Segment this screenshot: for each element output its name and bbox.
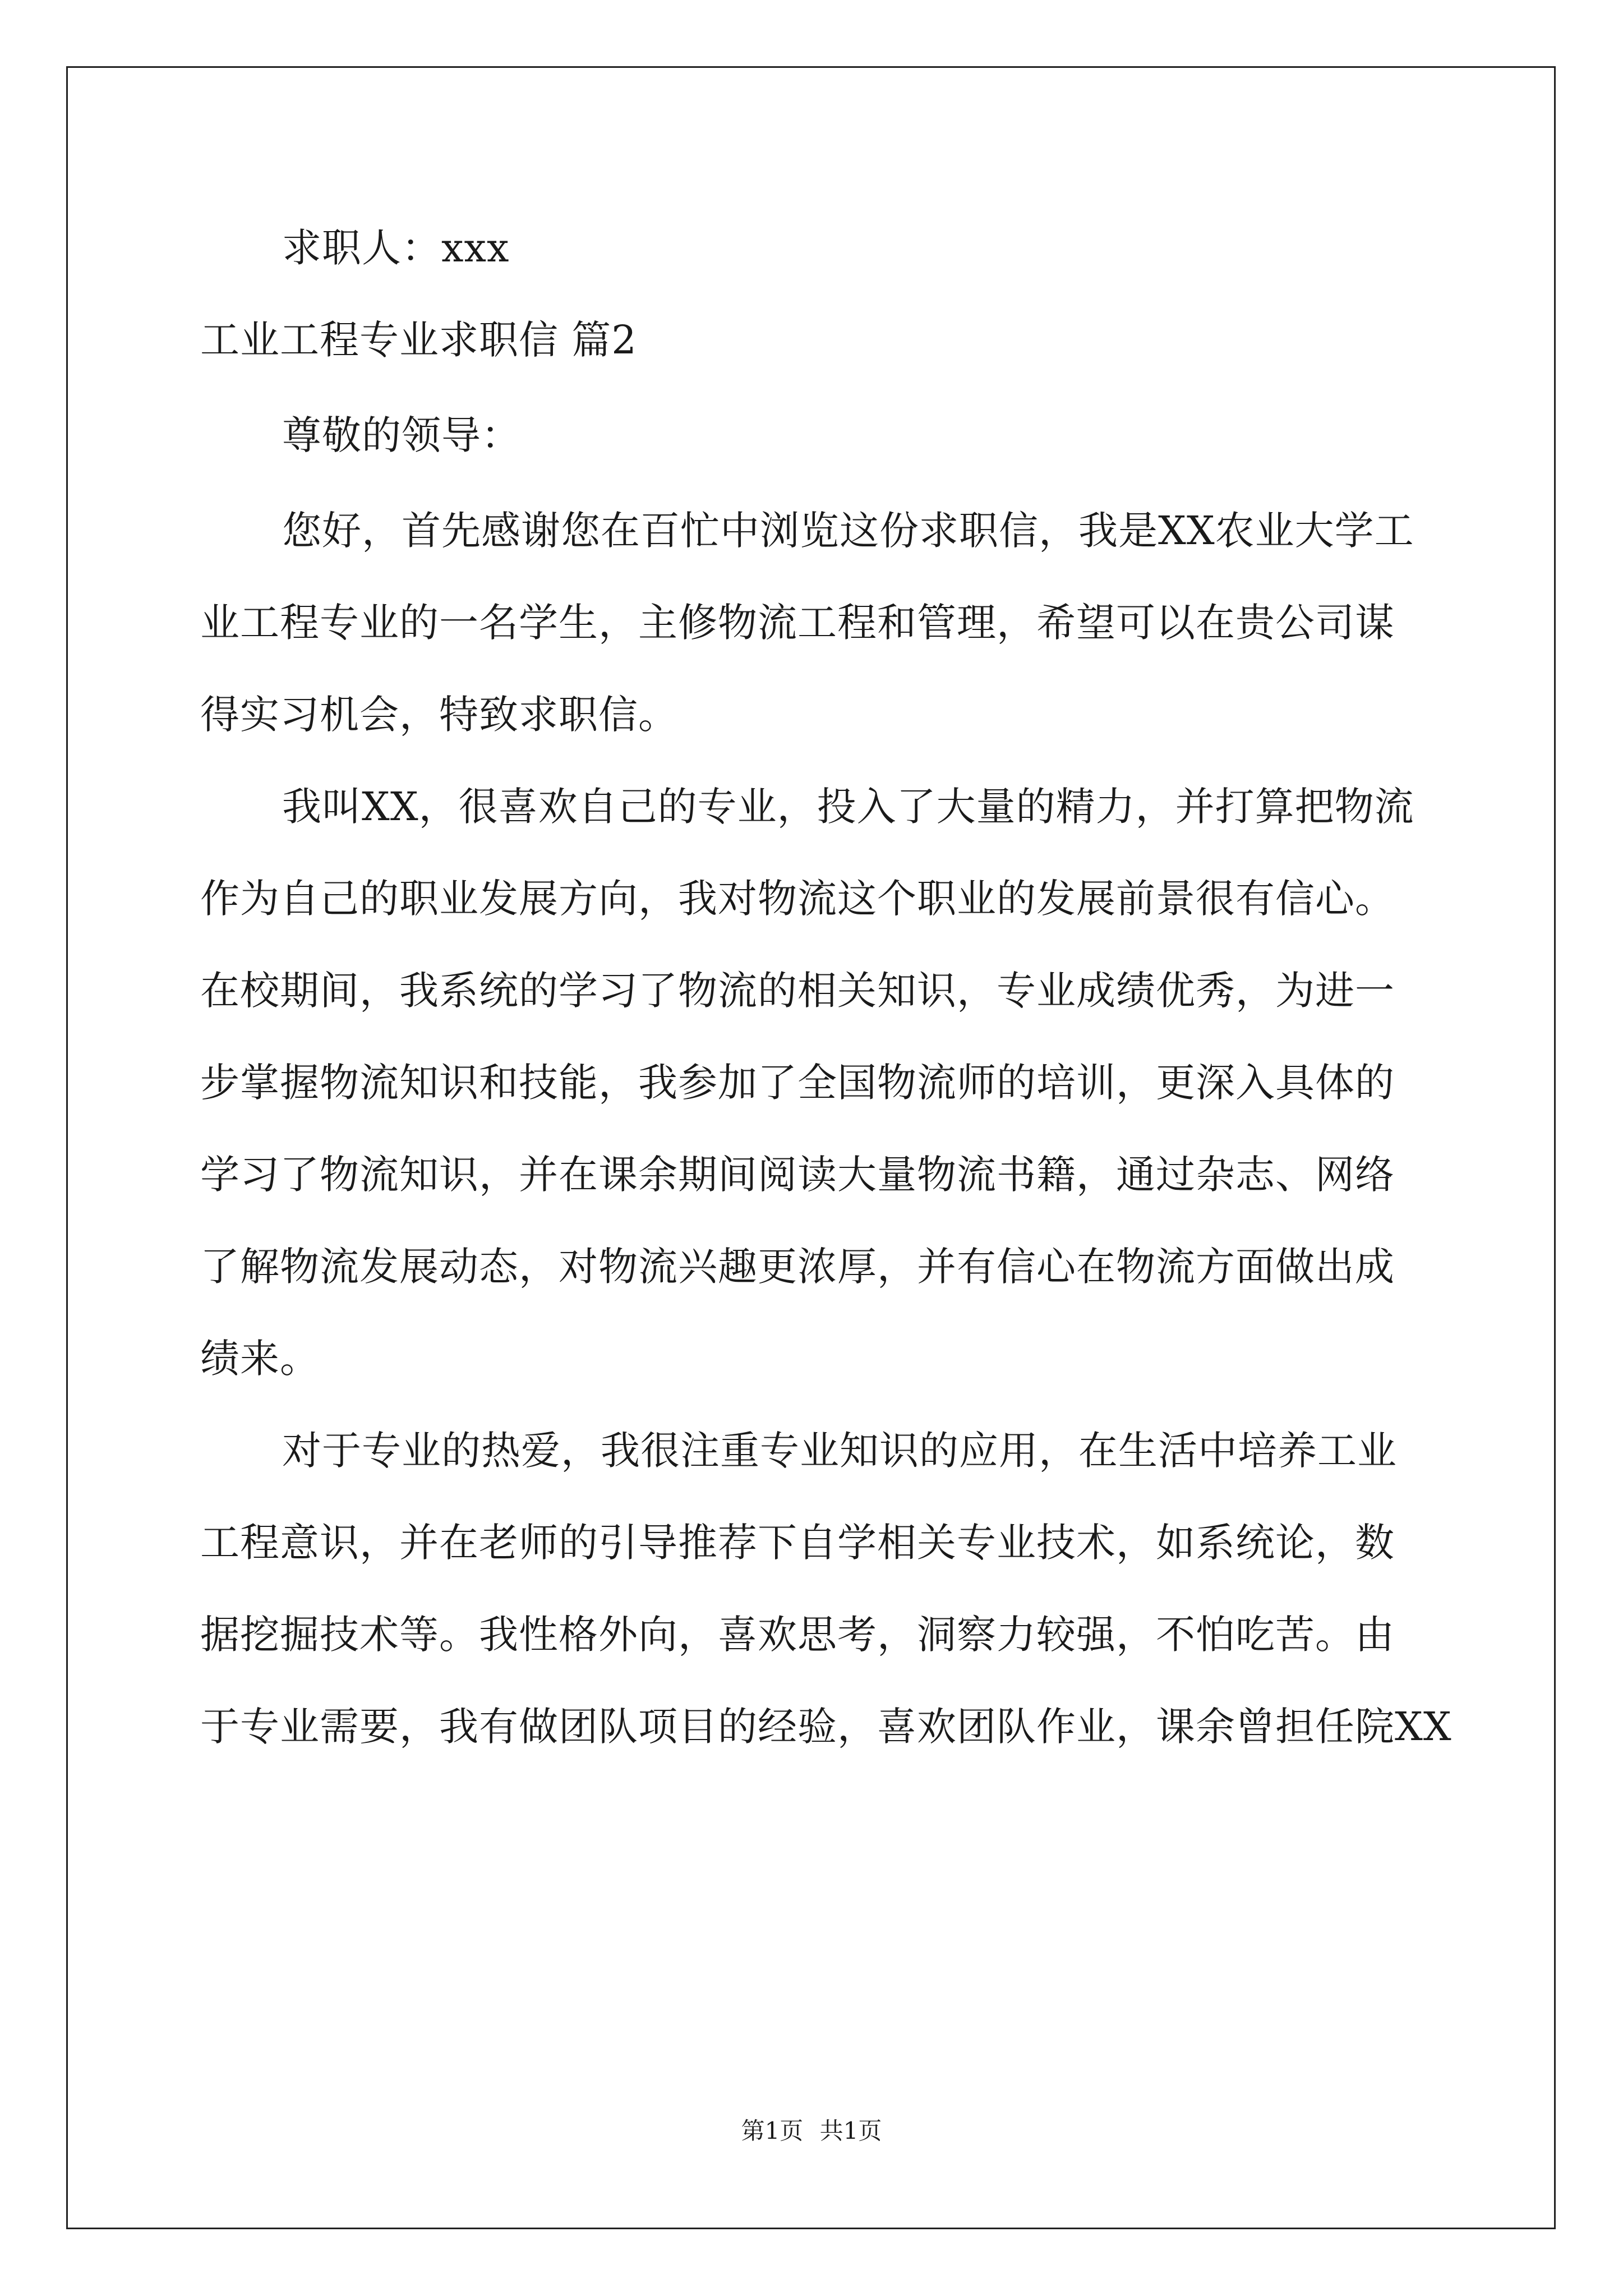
paragraph-line: 于专业需要，我有做团队项目的经验，喜欢团队作业，课余曾担任院XX <box>200 1704 1452 1750</box>
paragraph-1 <box>200 504 1445 741</box>
paragraph-line: 业工程专业的一名学生，主修物流工程和管理，希望可以在贵公司谋 <box>200 600 1395 646</box>
paragraph-line: 在校期间，我系统的学习了物流的相关知识，专业成绩优秀，为进一 <box>200 968 1395 1014</box>
paragraph-line: 学习了物流知识，并在课余期间阅读大量物流书籍，通过杂志、网络 <box>200 1152 1395 1198</box>
paragraph-line: 步掌握物流知识和技能，我参加了全国物流师的培训，更深入具体的 <box>200 1060 1395 1106</box>
page-number-total: 共1页 <box>819 2117 882 2145</box>
page-number-current: 第1页 <box>741 2117 804 2145</box>
paragraph-line: 您好，首先感谢您在百忙中浏览这份求职信，我是XX农业大学工 <box>282 508 1414 554</box>
document-title: 工业工程专业求职信 篇2 <box>200 317 637 363</box>
paragraph-line: 据挖掘技术等。我性格外向，喜欢思考，洞察力较强，不怕吃苦。由 <box>200 1612 1395 1658</box>
signer-line: 求职人：xxx <box>282 225 510 271</box>
document-body <box>200 222 1452 1792</box>
paragraph-line: 工程意识，并在老师的引导推荐下自学相关专业技术，如系统论，数 <box>200 1520 1395 1566</box>
paragraph-2 <box>200 780 1445 1385</box>
salutation: 尊敬的领导： <box>282 412 521 458</box>
paragraph-3 <box>200 1424 1452 1753</box>
page-footer <box>0 2117 1623 2145</box>
paragraph-line: 我叫XX，很喜欢自己的专业，投入了大量的精力，并打算把物流 <box>282 784 1414 830</box>
paragraph-line: 得实习机会，特致求职信。 <box>200 692 678 738</box>
paragraph-line: 对于专业的热爱，我很注重专业知识的应用，在生活中培养工业 <box>282 1428 1397 1474</box>
paragraph-line: 作为自己的职业发展方向，我对物流这个职业的发展前景很有信心。 <box>200 876 1395 922</box>
paragraph-line: 绩来。 <box>200 1336 320 1382</box>
paragraph-line: 了解物流发展动态，对物流兴趣更浓厚，并有信心在物流方面做出成 <box>200 1244 1395 1290</box>
